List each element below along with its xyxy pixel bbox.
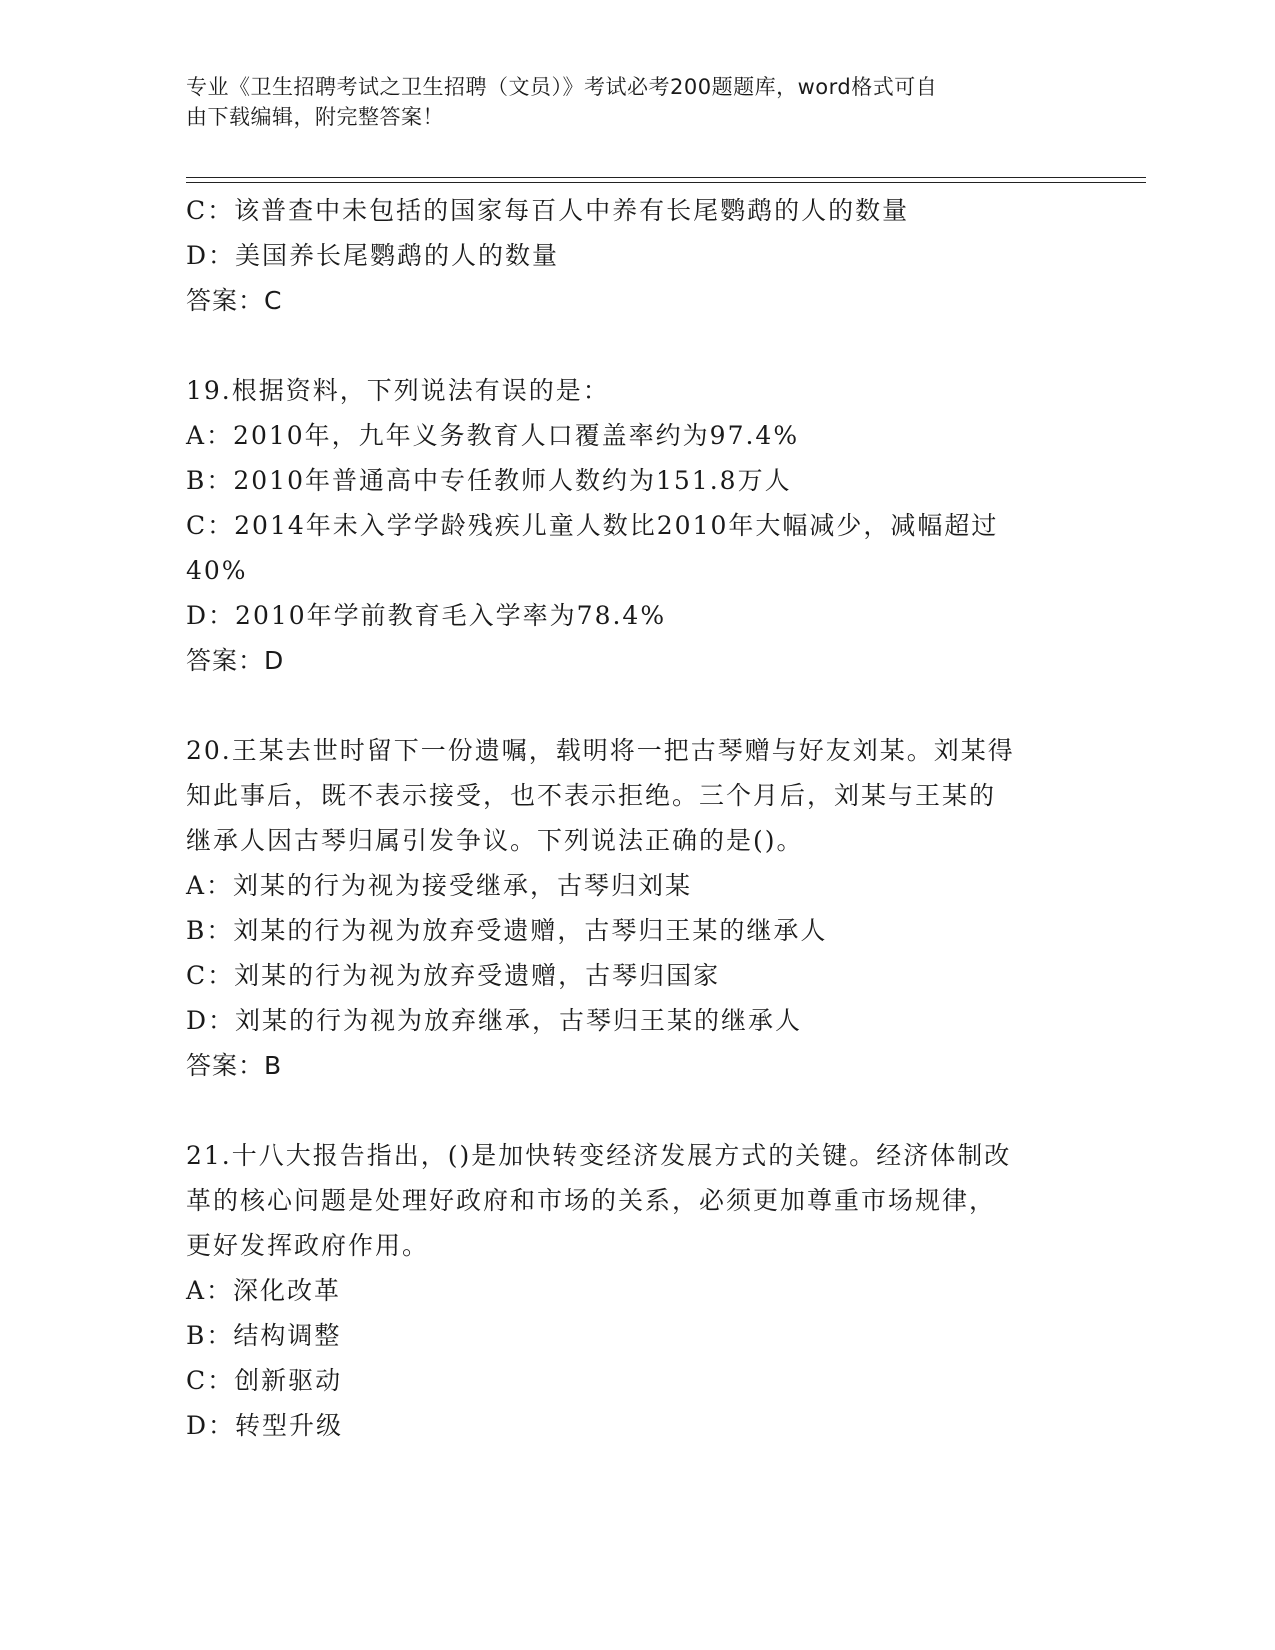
header-divider-bottom xyxy=(186,182,1146,183)
spacer xyxy=(186,1088,1086,1133)
answer-line: 答案：B xyxy=(186,1051,283,1080)
option-b: B：2010年普通高中专任教师人数约为151.8万人 xyxy=(186,466,792,495)
option-a: A：刘某的行为视为接受继承，古琴归刘某 xyxy=(186,871,693,900)
option-b: B：刘某的行为视为放弃受遗赠，古琴归王某的继承人 xyxy=(186,916,828,945)
question-stem-continued: 知此事后，既不表示接受，也不表示拒绝。三个月后，刘某与王某的 xyxy=(186,781,997,810)
document-header xyxy=(186,72,1066,132)
option-d: D：刘某的行为视为放弃继承，古琴归王某的继承人 xyxy=(186,1006,803,1035)
answer-line: 答案：D xyxy=(186,646,285,675)
option-a: A：深化改革 xyxy=(186,1276,342,1305)
header-line-2: 由下载编辑，附完整答案！ xyxy=(186,105,444,129)
question-19 xyxy=(186,368,1086,683)
question-stem: 20.王某去世时留下一份遗嘱，载明将一把古琴赠与好友刘某。刘某得 xyxy=(186,736,1015,765)
question-stem-continued: 继承人因古琴归属引发争议。下列说法正确的是()。 xyxy=(186,826,804,855)
option-b: B：结构调整 xyxy=(186,1321,342,1350)
question-stem: 21.十八大报告指出，()是加快转变经济发展方式的关键。经济体制改 xyxy=(186,1141,1012,1170)
question-20 xyxy=(186,728,1086,1088)
spacer xyxy=(186,683,1086,728)
option-d: D：美国养长尾鹦鹉的人的数量 xyxy=(186,241,560,270)
option-c: C：2014年未入学学龄残疾儿童人数比2010年大幅减少，减幅超过 xyxy=(186,511,999,540)
question-18-tail xyxy=(186,188,1086,323)
header-line-1: 专业《卫生招聘考试之卫生招聘（文员）》考试必考200题题库，word格式可自 xyxy=(186,75,938,99)
option-c: C：刘某的行为视为放弃受遗赠，古琴归国家 xyxy=(186,961,721,990)
question-list xyxy=(186,188,1086,1448)
option-d: D：2010年学前教育毛入学率为78.4% xyxy=(186,601,667,630)
question-stem-continued: 革的核心问题是处理好政府和市场的关系，必须更加尊重市场规律， xyxy=(186,1186,997,1215)
option-c: C：该普查中未包括的国家每百人中养有长尾鹦鹉的人的数量 xyxy=(186,196,910,225)
option-c: C：创新驱动 xyxy=(186,1366,343,1395)
spacer xyxy=(186,323,1086,368)
question-stem: 19.根据资料，下列说法有误的是： xyxy=(186,376,610,405)
question-stem-continued: 更好发挥政府作用。 xyxy=(186,1231,430,1260)
answer-line: 答案：C xyxy=(186,286,283,315)
header-divider-top xyxy=(186,177,1146,178)
question-21 xyxy=(186,1133,1086,1448)
option-d: D：转型升级 xyxy=(186,1411,344,1440)
option-a: A：2010年，九年义务教育人口覆盖率约为97.4% xyxy=(186,421,800,450)
option-c-continued: 40% xyxy=(186,556,248,585)
